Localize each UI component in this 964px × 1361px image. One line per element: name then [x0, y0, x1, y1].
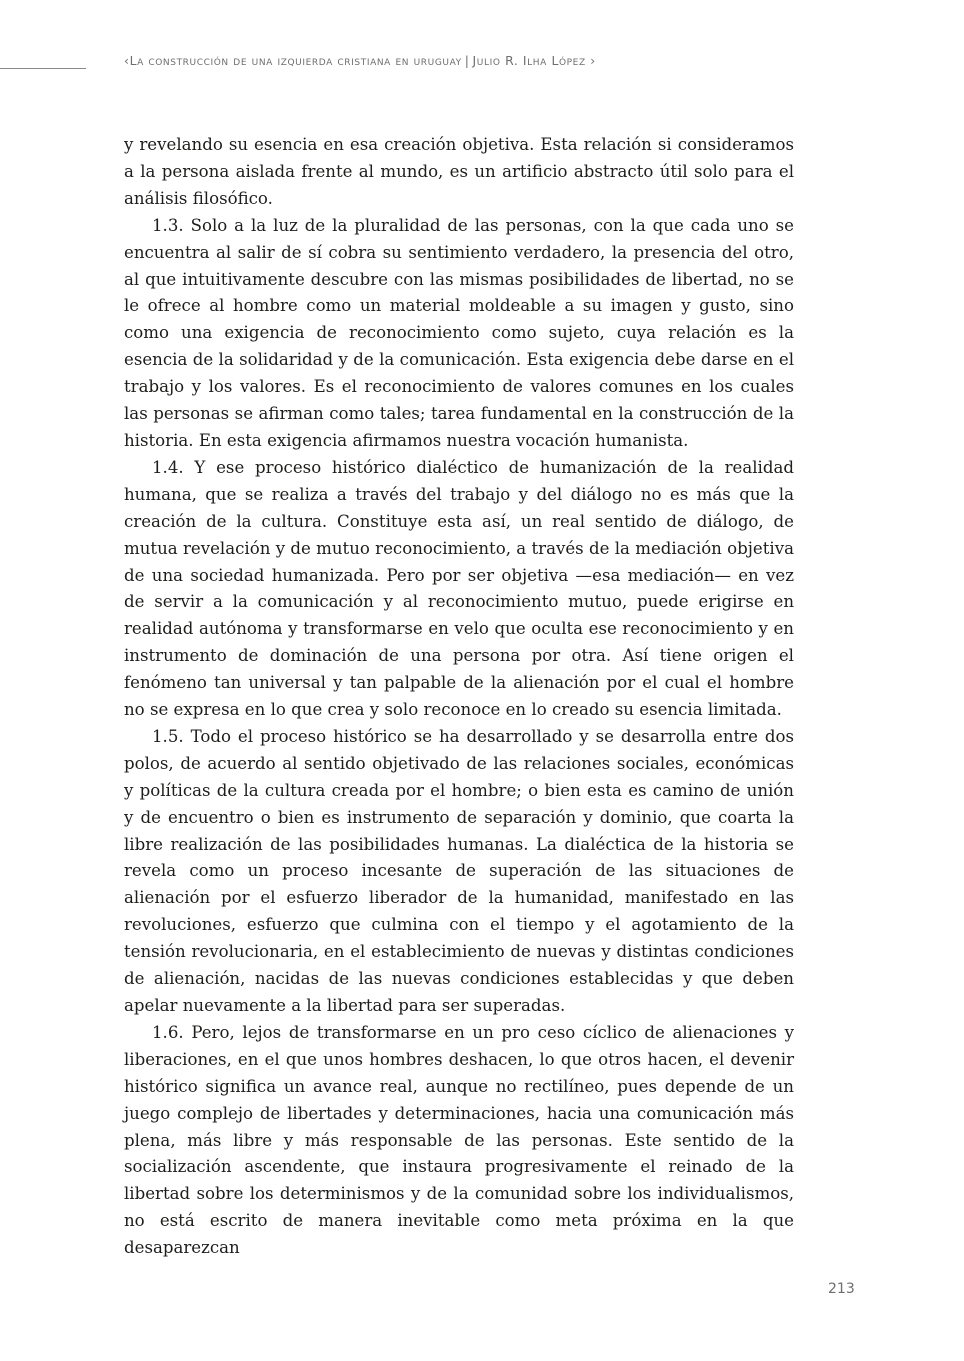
header-rule — [0, 68, 86, 69]
header-book-title: La construcción de una izquierda cristiana en uruguay — [129, 53, 462, 68]
page-number: 213 — [828, 1281, 855, 1297]
paragraph-1-5: 1.5. Todo el proceso histórico se ha desarrollado y se desarrolla entre dos polos, de acuerdo al sentido objetivado de las relaciones sociales, económicas y políticas de la cultura creada por el hombre; o bien esta es camino de unión y de encuentro o bien es instrumento de separación y dominio, que coarta la libre realización de las posibilidades humanas. La dialéctica de la historia se revela como un proceso incesante de superación de las situaciones de alienación por el esfuerzo liberador de la humanidad, manifestado en las revoluciones, esfuerzo que culmina con el tiempo y el agotamiento de la tensión revolucionaria, en el establecimiento de nuevas y distintas condiciones de alienación, nacidas de las nuevas condiciones establecidas y que deben apelar nuevamente a la libertad para ser superadas. — [124, 726, 794, 1015]
paragraph-continued: y revelando su esencia en esa creación objetiva. Esta relación si consideramos a la persona aislada frente al mundo, es un artificio abstracto útil solo para el análisis filosófico. — [124, 135, 794, 208]
paragraph-1-4: 1.4. Y ese proceso histórico dialéctico de humanización de la realidad humana, que se realiza a través del trabajo y del diálogo no es más que la creación de la cultura. Constituye esta así, un real sentido de diálogo, de mutua revelación y de mutuo reconocimiento, a través de la mediación objetiva de una sociedad humanizada. Pero por ser objetiva —esa mediación— en vez de servir a la comunicación y al reconocimiento mutuo, puede erigirse en realidad autónoma y transformarse en velo que oculta ese reconocimiento y en instrumento de dominación de una persona por otra. Así tiene origen el fenómeno tan universal y tan palpable de la alienación por el cual el hombre no se expresa en lo que crea y solo reconoce en lo creado su esencia limitada. — [124, 457, 794, 720]
paragraph-1-3: 1.3. Solo a la luz de la pluralidad de las personas, con la que cada uno se encuentra al salir de sí cobra su sentimiento verdadero, la presencia del otro, al que intuitivamente descubre con las mismas posibilidades de libertad, no se le ofrece al hombre como un material moldeable a su imagen y gusto, sino como una exigencia de reconocimiento como sujeto, cuya relación es la esencia de la solidaridad y de la comunicación. Esta exigencia debe darse en el trabajo y los valores. Es el reconocimiento de valores comunes en los cuales las personas se afirman como tales; tarea fundamental en la construcción de la historia. En esta exigencia afirmamos nuestra vocación humanista. — [124, 215, 794, 450]
header-close-mark: › — [590, 53, 596, 68]
running-header — [124, 53, 596, 68]
body-text — [124, 132, 794, 1262]
header-author: Julio R. Ilha López — [472, 53, 586, 68]
paragraph-1-6: 1.6. Pero, lejos de transformarse en un pro ceso cíclico de alienaciones y liberaciones, en el que unos hombres deshacen, lo que otros hacen, el devenir histórico significa un avance real, aunque no rectilíneo, pues depende de un juego complejo de libertades y determinaciones, hacia una comunicación más plena, más libre y más responsable de las personas. Este sentido de la socialización ascendente, que instaura progresivamente el reinado de la libertad sobre los determinismos y de la comunidad sobre los individualismos, no está escrito de manera inevitable como meta próxima en la que desaparezcan — [124, 1022, 794, 1258]
header-separator: | — [464, 53, 470, 68]
header-open-mark: ‹ — [124, 53, 130, 68]
